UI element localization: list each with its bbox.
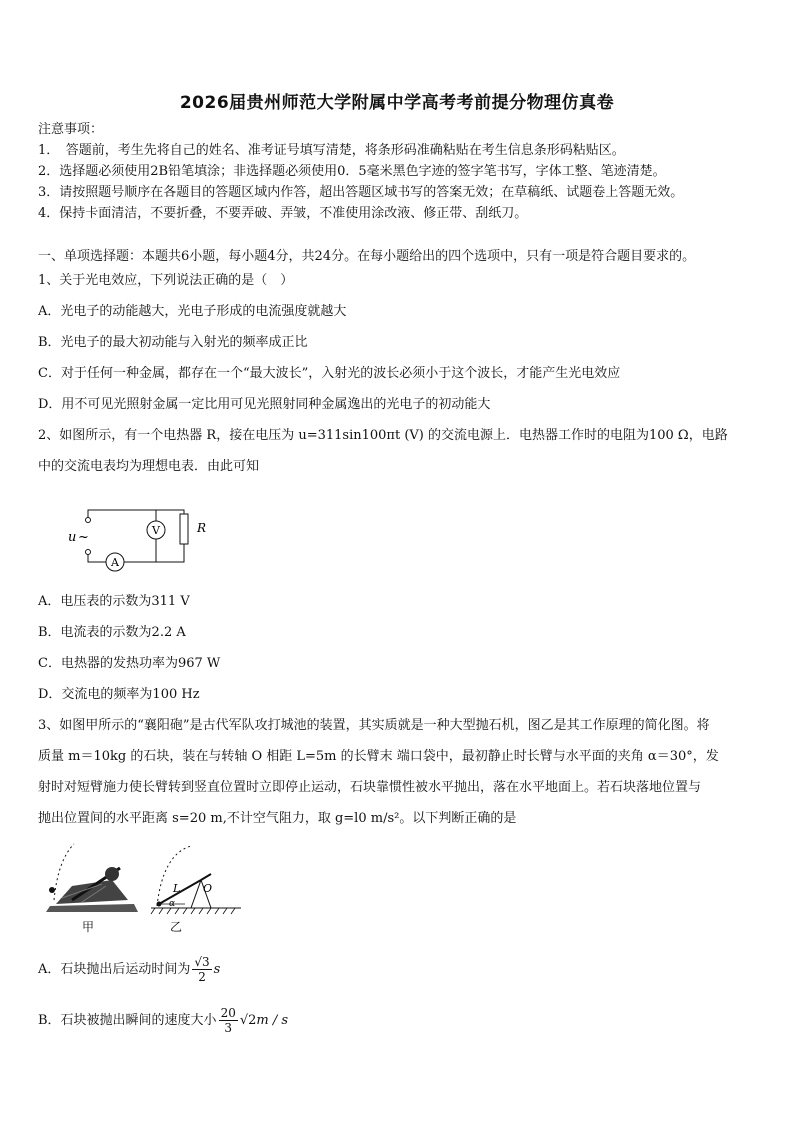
resistor-icon [180, 514, 188, 544]
question-3-option-b [38, 1006, 288, 1036]
notice-item: 2．选择题必须使用2B铅笔填涂；非选择题必须使用0．5毫米黑色字迹的签字笔书写，字体工整、笔迹清楚。 [38, 164, 666, 179]
question-3-stem: 3、如图甲所示的“襄阳砲”是古代军队攻打城池的装置，其实质就是一种大型抛石机，图乙是其工作原理的简化图。将 [38, 718, 710, 733]
trebuchet-schematic [145, 840, 245, 922]
arm-length-label: L [173, 882, 181, 895]
question-1-option-a: A．光电子的动能越大，光电子形成的电流强度就越大 [38, 304, 347, 319]
question-1-option-b: B．光电子的最大初动能与入射光的频率成正比 [38, 335, 308, 350]
unit: m / s [256, 1013, 289, 1028]
question-1-option-c: C．对于任何一种金属，都存在一个“最大波长”，入射光的波长必须小于这个波长，才能产生光电效应 [38, 366, 621, 381]
fraction-numerator: √3 [194, 955, 210, 969]
option-a-text: A．石块抛出后运动时间为 [38, 962, 191, 977]
resistor-label: R [197, 521, 207, 535]
pivot-label: O [203, 882, 213, 895]
sqrt-term: √2 [239, 1013, 257, 1028]
question-3-stem-cont: 质量 m＝10kg 的石块，装在与转轴 O 相距 L=5m 的长臂末 端口袋中，最初静止时长臂与水平面的夹角 α＝30°，发 [38, 749, 719, 764]
figure-yi-label: 乙 [170, 920, 183, 934]
question-2-stem-cont: 中的交流电表均为理想电表．由此可知 [38, 459, 260, 474]
ac-symbol: ~ [78, 530, 89, 545]
circuit-diagram [60, 500, 220, 576]
unit: s [213, 962, 221, 977]
question-2-option-b: B．电流表的示数为2.2 A [38, 625, 186, 640]
notice-item: 4．保持卡面清洁，不要折叠，不要弄破、弄皱，不准使用涂改液、修正带、刮纸刀。 [38, 206, 528, 221]
question-1-stem: 1、关于光电效应，下列说法正确的是（ ） [38, 273, 294, 288]
figure-jia-label: 甲 [82, 920, 95, 934]
question-1-option-d: D．用不可见光照射金属一定比用可见光照射同种金属逸出的光电子的初动能大 [38, 397, 491, 412]
question-2-stem: 2、如图所示，有一个电热器 R，接在电压为 u=311sin100πt (V) 的交流电源上．电热器工作时的电阻为100 Ω，电路 [38, 428, 728, 443]
fraction [192, 955, 211, 984]
question-3-stem-cont: 抛出位置间的水平距离 s=20 m,不计空气阻力，取 g=l0 m/s²。以下判断正确的是 [38, 811, 517, 826]
fraction [219, 1006, 238, 1035]
notice-item: 3．请按照题号顺序在各题目的答题区域内作答，超出答题区域书写的答案无效；在草稿纸、试题卷上答题无效。 [38, 185, 684, 200]
fraction-denominator: 2 [198, 970, 206, 984]
ammeter-label: A [111, 556, 119, 569]
source-label: u [68, 530, 77, 545]
section-heading: 一、单项选择题：本题共6小题，每小题4分，共24分。在每小题给出的四个选项中，只有一项是符合题目要求的。 [38, 249, 696, 264]
fraction-denominator: 3 [224, 1021, 233, 1035]
notice-item: 1． 答题前，考生先将自己的姓名、准考证号填写清楚，将条形码准确粘贴在考生信息条形码粘贴区。 [38, 143, 625, 158]
option-b-text: B．石块被抛出瞬间的速度大小 [38, 1013, 217, 1028]
fraction-numerator: 20 [220, 1006, 236, 1020]
question-2-option-d: D．交流电的频率为100 Hz [38, 687, 200, 702]
notice-heading: 注意事项： [38, 122, 104, 137]
page-title: 2026届贵州师范大学附属中学高考考前提分物理仿真卷 [179, 93, 615, 113]
question-2-option-c: C．电热器的发热功率为967 W [38, 656, 221, 671]
angle-label: α [169, 899, 176, 909]
trebuchet-illustration [42, 840, 142, 922]
question-3-option-a [38, 955, 220, 985]
voltmeter-label: V [152, 524, 160, 537]
question-2-option-a: A．电压表的示数为311 V [38, 594, 190, 609]
question-3-stem-cont: 射时对短臂施力使长臂转到竖直位置时立即停止运动，石块靠惯性被水平抛出，落在水平地面上。若石块落地位置与 [38, 780, 702, 795]
